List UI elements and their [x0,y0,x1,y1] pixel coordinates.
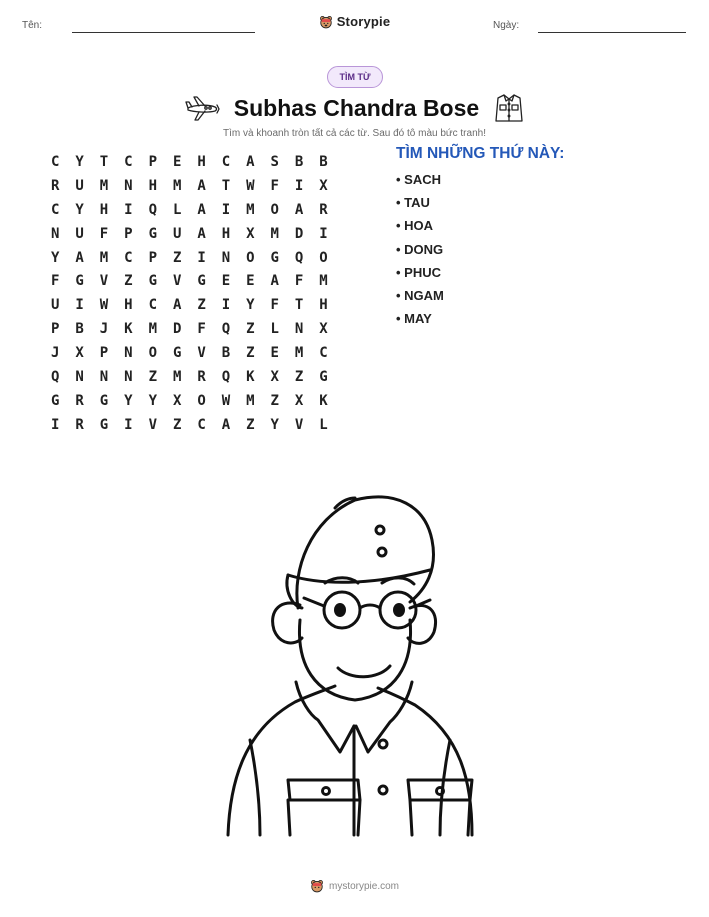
grid-letter[interactable]: Z [246,345,255,362]
grid-letter[interactable]: J [99,321,109,338]
word-item: • NGAM [396,287,444,303]
grid-letter[interactable]: Y [75,201,84,218]
grid-letter[interactable]: Z [270,392,279,409]
grid-letter[interactable]: F [51,273,60,290]
grid-letter[interactable]: C [51,153,60,170]
grid-letter[interactable]: X [294,392,304,409]
grid-letter[interactable]: F [197,321,206,338]
grid-letter[interactable]: R [319,201,328,218]
word-search-grid[interactable] [51,150,344,437]
activity-badge: TÌM TỪ [327,66,383,88]
grid-letter[interactable]: I [294,177,304,194]
grid-letter[interactable]: F [294,273,304,290]
grid-letter[interactable]: B [221,345,231,362]
grid-row [51,269,344,293]
word-item: • DONG [396,241,444,257]
grid-letter[interactable]: Z [197,297,206,314]
grid-letter[interactable]: B [319,153,328,170]
grid-letter[interactable]: J [51,345,60,362]
word-item: • PHUC [396,264,441,280]
grid-letter[interactable]: V [197,345,206,362]
grid-letter[interactable]: X [319,177,328,194]
grid-letter[interactable]: P [99,345,109,362]
grid-letter[interactable]: F [99,225,109,242]
grid-letter[interactable]: N [124,177,133,194]
word-list-heading: TÌM NHỮNG THỨ NÀY: [396,145,565,162]
grid-letter[interactable]: X [172,392,182,409]
grid-letter[interactable]: H [319,297,328,314]
grid-letter[interactable]: N [221,249,231,266]
grid-letter[interactable]: M [319,273,328,290]
grid-letter[interactable]: Y [124,392,133,409]
storypie-bear-icon [310,879,324,893]
uniform-jacket-icon [493,92,525,124]
grid-letter[interactable]: A [75,249,84,266]
grid-letter[interactable]: U [51,297,60,314]
grid-letter[interactable]: O [270,201,279,218]
grid-letter[interactable]: Y [148,392,157,409]
grid-letter[interactable]: X [246,225,255,242]
grid-row [51,317,344,341]
grid-row [51,389,344,413]
grid-letter[interactable]: L [270,321,279,338]
grid-letter[interactable]: G [148,273,157,290]
grid-letter[interactable]: E [246,273,255,290]
grid-letter[interactable]: G [51,392,60,409]
grid-letter[interactable]: A [246,153,255,170]
grid-letter[interactable]: E [172,153,182,170]
grid-row [51,365,344,389]
grid-letter[interactable]: H [148,177,157,194]
grid-letter[interactable]: S [270,153,279,170]
brand-name: Storypie [336,14,391,29]
grid-letter[interactable]: L [172,201,182,218]
grid-letter[interactable]: W [221,392,231,409]
grid-letter[interactable]: I [221,297,231,314]
grid-letter[interactable]: N [51,225,60,242]
name-label: Tên: [22,20,43,31]
grid-letter[interactable]: G [148,225,157,242]
grid-letter[interactable]: V [294,416,304,433]
grid-letter[interactable]: A [221,416,231,433]
grid-letter[interactable]: A [270,273,279,290]
grid-letter[interactable]: V [148,416,157,433]
grid-letter[interactable]: R [75,416,84,433]
grid-letter[interactable]: I [319,225,328,242]
grid-letter[interactable]: A [197,201,206,218]
grid-letter[interactable]: Q [221,368,231,385]
grid-letter[interactable]: W [99,297,109,314]
grid-letter[interactable]: M [246,392,255,409]
grid-letter[interactable]: P [51,321,60,338]
grid-letter[interactable]: I [124,416,133,433]
grid-letter[interactable]: T [99,153,109,170]
grid-letter[interactable]: U [75,177,84,194]
grid-letter[interactable]: Q [51,368,60,385]
grid-letter[interactable]: C [148,297,157,314]
grid-letter[interactable]: M [172,177,182,194]
grid-letter[interactable]: I [51,416,60,433]
grid-letter[interactable]: M [99,177,109,194]
grid-letter[interactable]: M [270,225,279,242]
grid-letter[interactable]: C [124,249,133,266]
grid-letter[interactable]: U [172,225,182,242]
grid-letter[interactable]: N [124,368,133,385]
grid-letter[interactable]: D [294,225,304,242]
grid-letter[interactable]: Z [294,368,304,385]
grid-letter[interactable]: R [51,177,60,194]
grid-letter[interactable]: T [294,297,304,314]
grid-letter[interactable]: G [197,273,206,290]
footer-url[interactable]: mystorypie.com [328,880,399,892]
grid-letter[interactable]: W [246,177,255,194]
grid-letter[interactable]: Z [148,368,157,385]
grid-letter[interactable]: A [172,297,182,314]
grid-letter[interactable]: E [221,273,231,290]
storypie-bear-icon [319,15,333,29]
grid-letter[interactable]: X [75,345,84,362]
grid-letter[interactable]: L [319,416,328,433]
grid-letter[interactable]: B [294,153,304,170]
grid-letter[interactable]: Z [172,416,182,433]
grid-letter[interactable]: M [99,249,109,266]
grid-letter[interactable]: A [197,177,206,194]
grid-letter[interactable]: V [99,273,109,290]
instructions: Tìm và khoanh tròn tất cả các từ. Sau đó tô màu bức tranh! [223,128,486,139]
grid-letter[interactable]: C [51,201,60,218]
grid-letter[interactable]: P [148,249,157,266]
grid-letter[interactable]: P [124,225,133,242]
grid-letter[interactable]: O [197,392,206,409]
grid-letter[interactable]: V [172,273,182,290]
word-item: • TAU [396,195,430,211]
grid-letter[interactable]: Q [221,321,231,338]
grid-row [51,293,344,317]
grid-letter[interactable]: R [75,392,84,409]
grid-row [51,198,344,222]
grid-letter[interactable]: N [99,368,109,385]
grid-letter[interactable]: R [197,368,206,385]
word-list [396,172,444,334]
grid-letter[interactable]: O [148,345,157,362]
grid-letter[interactable]: A [197,225,206,242]
airplane-icon [184,93,220,123]
grid-row [51,413,344,437]
grid-letter[interactable]: F [270,177,279,194]
grid-letter[interactable]: C [197,416,206,433]
grid-letter[interactable]: P [148,153,157,170]
grid-letter[interactable]: N [124,345,133,362]
grid-letter[interactable]: G [99,416,109,433]
footer [0,879,709,898]
grid-letter[interactable]: C [221,153,231,170]
brand [0,14,709,34]
grid-letter[interactable]: N [294,321,304,338]
grid-letter[interactable]: I [221,201,231,218]
word-item: • HOA [396,218,434,234]
grid-letter[interactable]: E [270,345,279,362]
grid-letter[interactable]: M [172,368,182,385]
grid-letter[interactable]: G [319,368,328,385]
grid-letter[interactable]: I [124,201,133,218]
grid-letter[interactable]: B [75,321,84,338]
date-label: Ngày: [493,20,520,31]
grid-row [51,341,344,365]
grid-letter[interactable]: Y [270,416,279,433]
grid-row [51,222,344,246]
grid-letter[interactable]: C [319,345,328,362]
grid-letter[interactable]: G [270,249,279,266]
grid-letter[interactable]: Z [172,249,182,266]
grid-letter[interactable]: F [270,297,279,314]
grid-letter[interactable]: X [319,321,328,338]
grid-letter[interactable]: Y [51,249,60,266]
grid-letter[interactable]: U [75,225,84,242]
grid-letter[interactable]: H [99,201,109,218]
grid-letter[interactable]: Q [148,201,157,218]
subhas-chandra-bose-coloring-illustration [200,490,510,840]
grid-letter[interactable]: M [148,321,157,338]
grid-letter[interactable]: K [124,321,133,338]
grid-letter[interactable]: D [172,321,182,338]
grid-letter[interactable]: T [221,177,231,194]
grid-letter[interactable]: O [246,249,255,266]
grid-letter[interactable]: C [124,153,133,170]
grid-letter[interactable]: G [75,273,84,290]
page-title: Subhas Chandra Bose [233,94,480,121]
grid-letter[interactable]: Q [294,249,304,266]
grid-letter[interactable]: I [197,249,206,266]
grid-letter[interactable]: Z [124,273,133,290]
grid-row [51,246,344,270]
grid-letter[interactable]: X [270,368,279,385]
grid-letter[interactable]: I [75,297,84,314]
grid-letter[interactable]: H [221,225,231,242]
grid-letter[interactable]: Z [246,416,255,433]
grid-letter[interactable]: H [124,297,133,314]
grid-letter[interactable]: M [294,345,304,362]
grid-row [51,174,344,198]
grid-letter[interactable]: K [319,392,328,409]
grid-letter[interactable]: O [319,249,328,266]
title-row [0,90,709,126]
word-item: • MAY [396,311,432,327]
grid-letter[interactable]: Z [246,321,255,338]
grid-letter[interactable]: H [197,153,206,170]
grid-letter[interactable]: Y [246,297,255,314]
grid-letter[interactable]: M [246,201,255,218]
grid-letter[interactable]: Y [75,153,84,170]
grid-row [51,150,344,174]
grid-letter[interactable]: A [294,201,304,218]
grid-letter[interactable]: G [99,392,109,409]
grid-letter[interactable]: N [75,368,84,385]
grid-letter[interactable]: G [172,345,182,362]
word-item: • SACH [396,172,441,187]
grid-letter[interactable]: K [246,368,255,385]
